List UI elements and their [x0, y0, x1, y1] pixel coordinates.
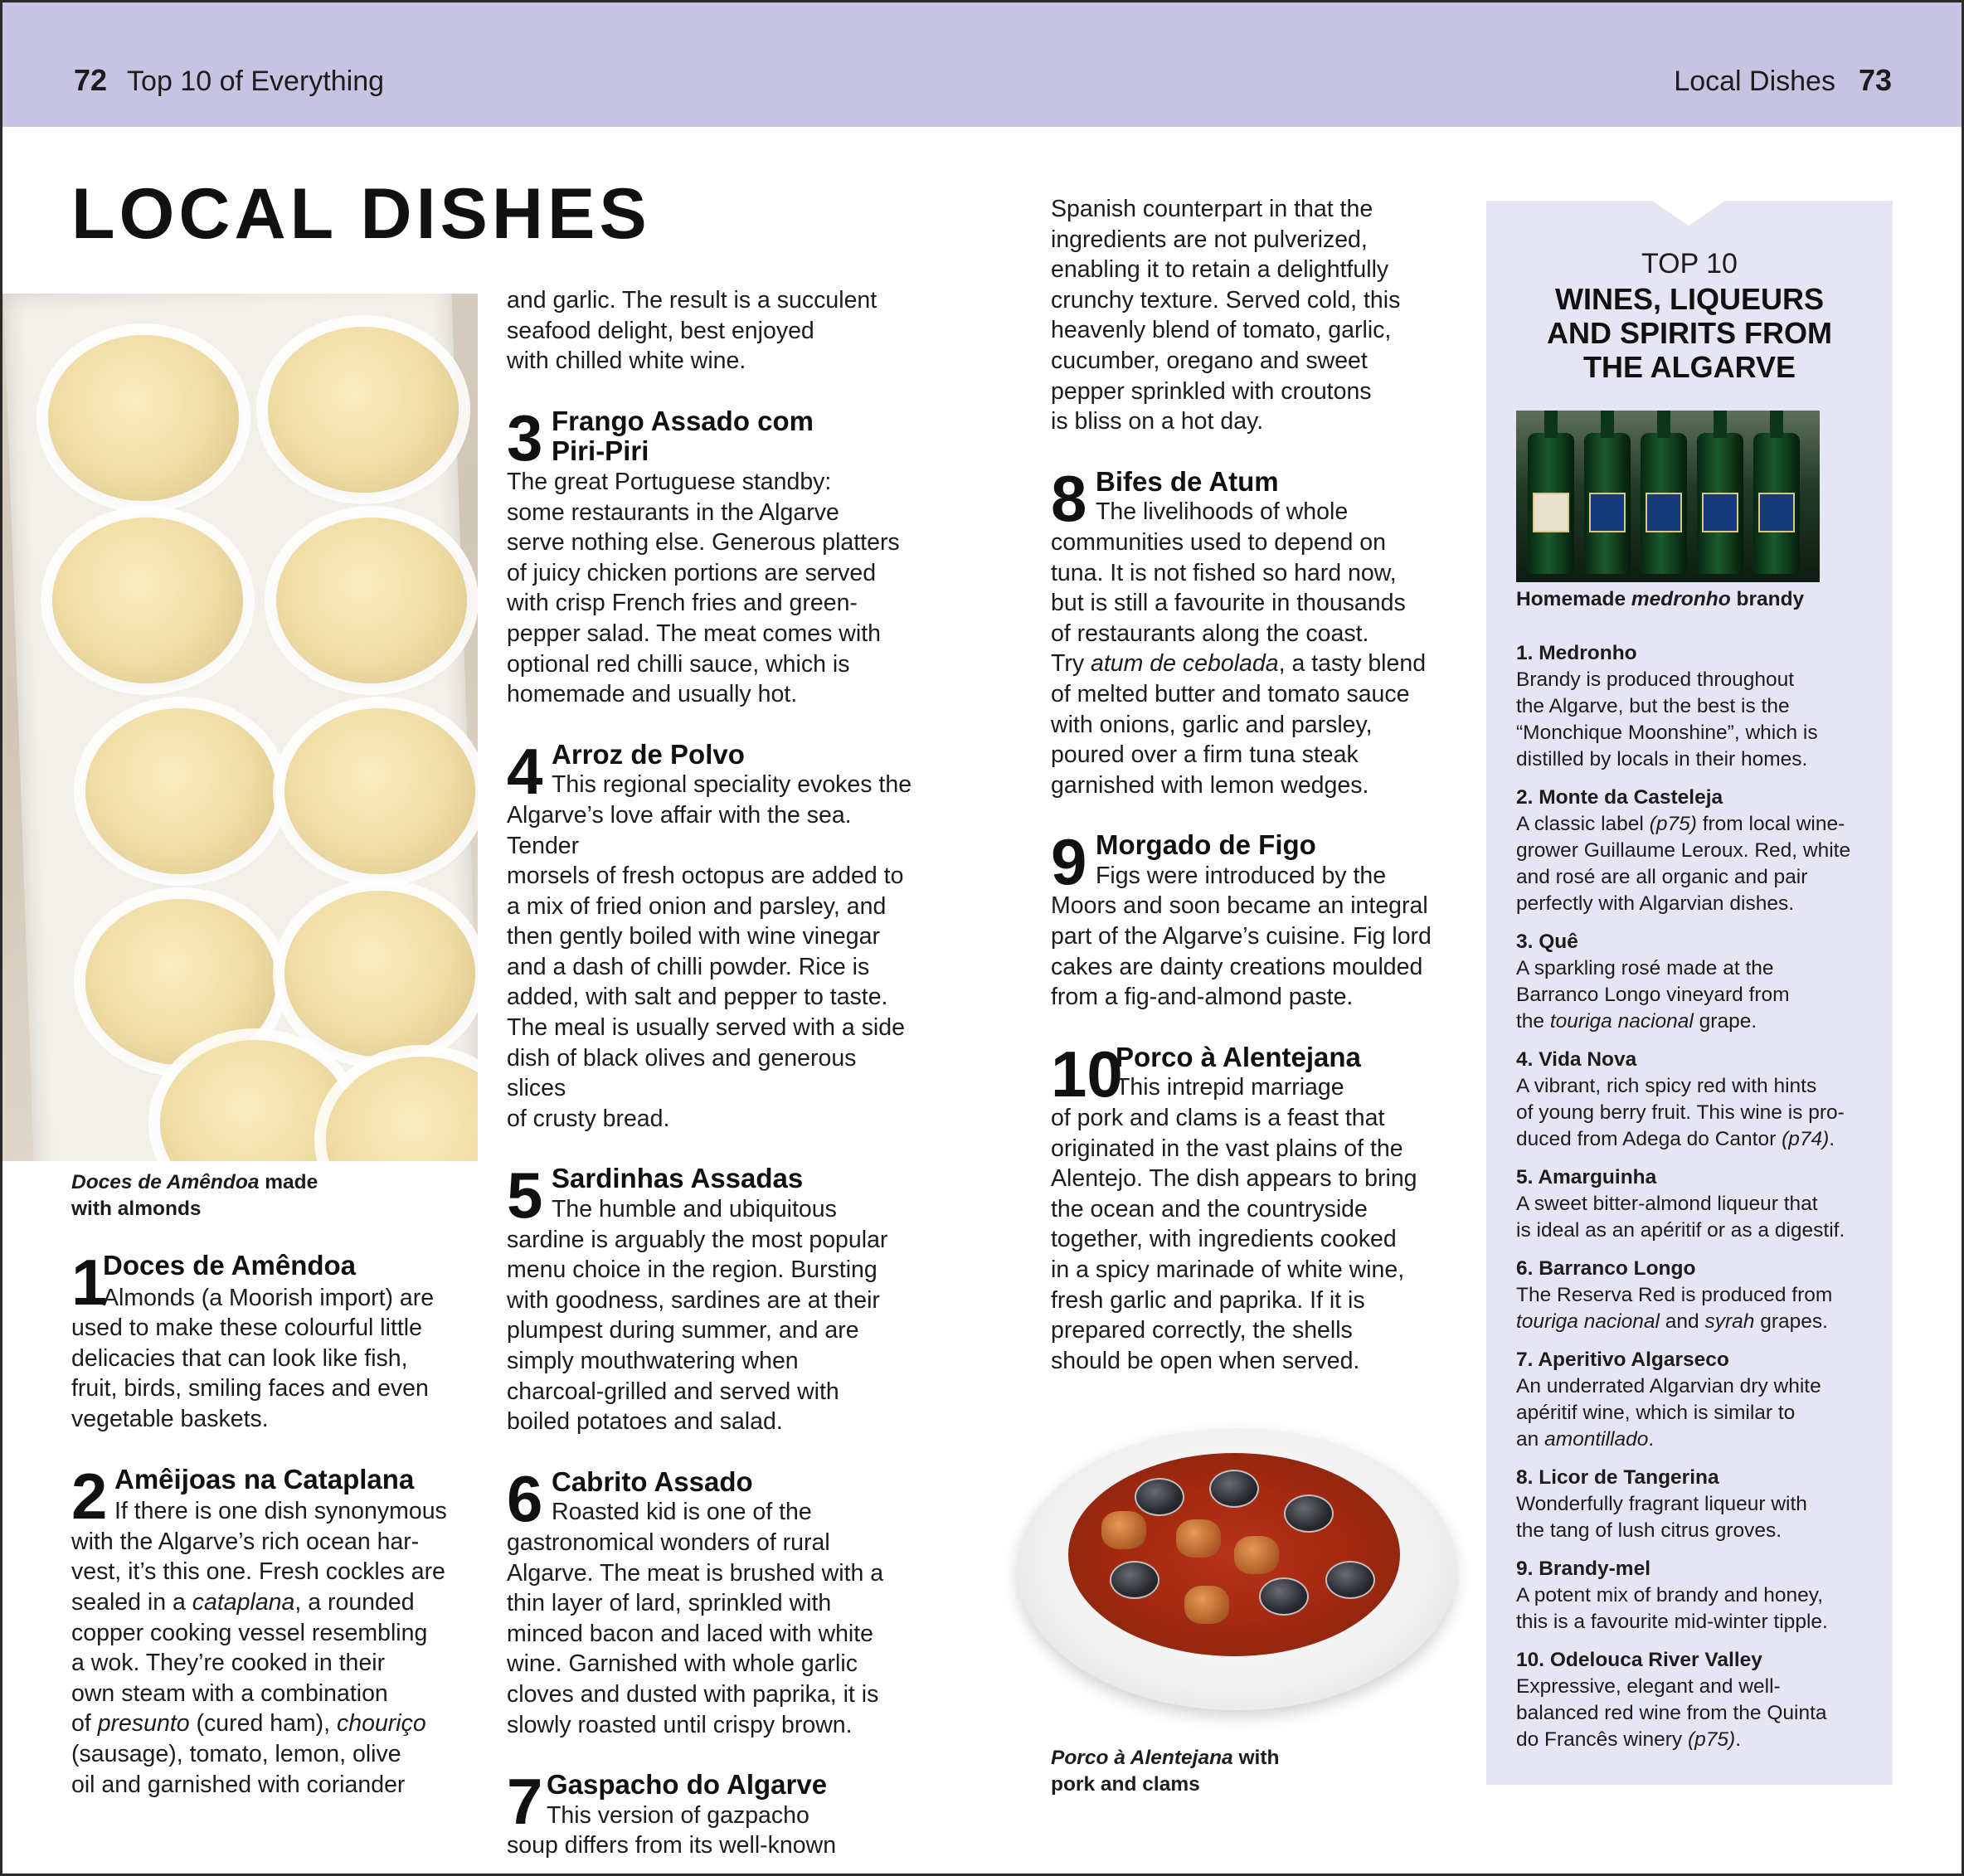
- text-line: pepper sprinkled with croutons: [1051, 377, 1372, 405]
- clam: [1209, 1470, 1259, 1508]
- entry-number: 6: [507, 1461, 543, 1535]
- left-page-number: 72: [74, 63, 108, 97]
- text-line: homemade and usually hot.: [507, 681, 798, 708]
- sweet-rose: [268, 327, 459, 493]
- sweet-fish: [52, 518, 243, 683]
- page-title: LOCAL DISHES: [71, 174, 651, 254]
- text-line: with the Algarve’s rich ocean har-: [71, 1528, 420, 1555]
- text-line: gastronomical wonders of rural: [507, 1529, 830, 1556]
- clam: [1110, 1561, 1159, 1599]
- list-item: 1. Medronho Brandy is produced throughout the Algarve, but the best is the “Monchique Moonshine”, which is distilled by locals in their homes.: [1516, 642, 1818, 770]
- text-line: and a dash of chilli powder. Rice is: [507, 953, 870, 980]
- entry-8: [1051, 461, 1441, 801]
- entry-number: 10: [1051, 1037, 1123, 1111]
- text-line: This intrepid marriage: [1116, 1074, 1344, 1101]
- text-line: in a spicy marinade of white wine,: [1051, 1256, 1405, 1283]
- text-line: sealed in a cataplana, a rounded: [71, 1588, 415, 1616]
- bottle: [1753, 433, 1800, 574]
- text-line: If there is one dish synonymous: [114, 1498, 447, 1525]
- entry-9: [1051, 825, 1441, 1013]
- entry-title: Morgado de Figo: [1096, 829, 1316, 861]
- entry-number: 3: [507, 401, 543, 474]
- text-line: prepared correctly, the shells: [1051, 1317, 1353, 1344]
- text-line: of restaurants along the coast.: [1051, 620, 1369, 647]
- sidebar-list: [1516, 640, 1881, 1765]
- pork-piece: [1184, 1586, 1229, 1624]
- list-item: 7. Aperitivo Algarseco An underrated Algarvian dry white apéritif wine, which is similar to an amontillado.: [1516, 1349, 1821, 1451]
- porco-alentejana-photo: [1010, 1420, 1463, 1727]
- pork-piece: [1234, 1536, 1279, 1574]
- header-band: [2, 2, 1962, 127]
- sweet-cherries: [284, 891, 475, 1057]
- sweets-photo-caption: [71, 1169, 318, 1222]
- bottle: [1697, 433, 1743, 574]
- clam: [1284, 1494, 1334, 1533]
- list-item: 5. Amarguinha A sweet bitter-almond liqueur that is ideal as an apéritif or as a digestif.: [1516, 1166, 1845, 1242]
- sidebar-kicker: TOP 10: [1641, 248, 1738, 279]
- text-line: The great Portuguese standby:: [507, 468, 832, 495]
- entry-title: Cabrito Assado: [552, 1465, 753, 1497]
- text-line: Almonds (a Moorish import) are: [103, 1284, 435, 1311]
- text-line: of melted butter and tomato sauce: [1051, 680, 1410, 707]
- text-line: added, with salt and pepper to taste.: [507, 984, 888, 1011]
- header-left: [74, 63, 385, 97]
- text-line: cucumber, oregano and sweet: [1051, 347, 1368, 374]
- text-line: used to make these colourful little: [71, 1315, 422, 1342]
- text-line: garnished with lemon wedges.: [1051, 771, 1369, 799]
- entry-5: [507, 1159, 921, 1436]
- column-1: [71, 1246, 461, 1800]
- text-line: with onions, garlic and parsley,: [1051, 711, 1373, 738]
- sweet-sunflower: [48, 335, 239, 501]
- text-line: sardine is arguably the most popular: [507, 1226, 888, 1253]
- text-line: The meal is usually served with a side: [507, 1014, 905, 1042]
- text-line: enabling it to retain a delightfully: [1051, 256, 1389, 284]
- text-line: of crusty bread.: [507, 1105, 670, 1132]
- text-line: This version of gazpacho: [547, 1801, 809, 1829]
- text-line: with chilled white wine.: [507, 347, 746, 375]
- column-3: [1051, 194, 1441, 1376]
- right-page-number: 73: [1858, 63, 1892, 97]
- list-item: 9. Brandy-mel A potent mix of brandy and honey, this is a favourite mid-winter tipple.: [1516, 1558, 1828, 1633]
- text-line: Figs were introduced by the: [1096, 862, 1387, 889]
- sidebar-photo-caption: Homemade medronho brandy: [1516, 588, 1805, 610]
- text-line: own steam with a combination: [71, 1679, 388, 1707]
- text-line: Alentejo. The dish appears to bring: [1051, 1165, 1417, 1193]
- header-right: [1674, 63, 1892, 97]
- entry-title: Sardinhas Assadas: [552, 1163, 804, 1194]
- text-line: oil and garnished with coriander: [71, 1771, 406, 1798]
- text-line: simply mouthwatering when: [507, 1348, 799, 1374]
- doces-de-amendoa-photo: [2, 294, 478, 1161]
- text-line: part of the Algarve’s cuisine. Fig lord: [1051, 923, 1432, 950]
- text-line: vegetable baskets.: [71, 1405, 269, 1432]
- text-line: but is still a favourite in thousands: [1051, 590, 1406, 617]
- caption-text: with almonds: [71, 1198, 202, 1220]
- text-line: communities used to depend on: [1051, 528, 1387, 556]
- entry-1: [71, 1246, 461, 1435]
- entry-title: Piri-Piri: [552, 435, 649, 467]
- spacer: [71, 1435, 461, 1465]
- text-line: soup differs from its well-known: [507, 1832, 837, 1859]
- text-line: This regional speciality evokes the: [552, 771, 912, 799]
- entry-title: Porco à Alentejana: [1116, 1041, 1361, 1072]
- sidebar-title: WINES, LIQUEURS AND SPIRITS FROM THE ALGARVE: [1546, 282, 1832, 384]
- bottle: [1641, 433, 1687, 574]
- entry-title: Gaspacho do Algarve: [547, 1769, 828, 1801]
- spacer: [507, 1740, 921, 1770]
- spacer: [507, 710, 921, 740]
- entry-title: Arroz de Polvo: [552, 738, 745, 770]
- text-line: seafood delight, best enjoyed: [507, 317, 814, 344]
- text-line: menu choice in the region. Bursting: [507, 1256, 877, 1284]
- text-line: together, with ingredients cooked: [1051, 1226, 1397, 1253]
- text-line: fresh garlic and paprika. If it is: [1051, 1286, 1365, 1314]
- sweet-tulip: [284, 708, 475, 874]
- pork-piece: [1176, 1519, 1221, 1558]
- text-line: boiled potatoes and salad.: [507, 1408, 783, 1436]
- text-line: ingredients are not pulverized,: [1051, 226, 1368, 253]
- entry-3: [507, 401, 921, 710]
- text-line: crunchy texture. Served cold, this: [1051, 286, 1401, 313]
- text-line: charcoal-grilled and served with: [507, 1378, 839, 1405]
- entry-number: 4: [507, 734, 543, 808]
- text-line: with crisp French fries and green-: [507, 590, 858, 617]
- text-line: Algarve. The meat is brushed with a: [507, 1559, 884, 1587]
- text-line: some restaurants in the Algarve: [507, 498, 839, 526]
- sidebar-notch: [1652, 201, 1725, 226]
- entry-2: [71, 1459, 461, 1801]
- list-item: 3. Quê A sparkling rosé made at the Barranco Longo vineyard from the touriga nacional grape.: [1516, 931, 1790, 1033]
- entry-7: [507, 1765, 921, 1861]
- entry-4: [507, 734, 921, 1135]
- clam: [1259, 1577, 1309, 1616]
- list-item: 10. Odelouca River Valley Expressive, elegant and well- balanced red wine from the Quinta do Francês winery (p75).: [1516, 1649, 1827, 1751]
- right-running-title: Local Dishes: [1674, 66, 1835, 97]
- text-line: wine. Garnished with whole garlic: [507, 1650, 858, 1678]
- text-line: cakes are dainty creations moulded: [1051, 953, 1423, 980]
- medronho-brandy-photo: [1516, 411, 1820, 582]
- list-item: 8. Licor de Tangerina Wonderfully fragrant liqueur with the tang of lush citrus groves.: [1516, 1466, 1807, 1542]
- text-line: The humble and ubiquitous: [552, 1196, 837, 1223]
- column-2: [507, 285, 921, 1861]
- text-line: from a fig-and-almond paste.: [1051, 984, 1354, 1011]
- text-line: originated in the vast plains of the: [1051, 1135, 1403, 1162]
- text-line: should be open when served.: [1051, 1347, 1360, 1374]
- text-line: slowly roasted until crispy brown.: [507, 1711, 853, 1738]
- list-item: 2. Monte da Casteleja A classic label (p75) from local wine- grower Guillaume Leroux. Red, white and rosé are all organic and pair perfectly with Algarvian dishes.: [1516, 786, 1851, 915]
- text-line: then gently boiled with wine vinegar: [507, 923, 880, 950]
- dish-photo-caption: [1051, 1745, 1279, 1798]
- text-line: cloves and dusted with paprika, it is: [507, 1680, 879, 1708]
- caption-italic: Doces de Amêndoa: [71, 1171, 260, 1193]
- text-line: morsels of fresh octopus are added to: [507, 863, 904, 890]
- clam: [1135, 1478, 1184, 1516]
- pork-piece: [1101, 1511, 1146, 1549]
- text-line: of presunto (cured ham), chouriço: [71, 1710, 426, 1737]
- text-line: and garlic. The result is a succulent: [507, 287, 877, 313]
- list-item: 6. Barranco Longo The Reserva Red is produced from touriga nacional and syrah grapes.: [1516, 1257, 1833, 1333]
- entry-title: Amêijoas na Cataplana: [114, 1463, 415, 1494]
- entry-title: Frango Assado com: [552, 405, 814, 436]
- caption-text: pork and clams: [1051, 1773, 1200, 1796]
- entry-number: 8: [1051, 461, 1087, 535]
- spacer: [507, 1437, 921, 1467]
- text-line: serve nothing else. Generous platters: [507, 529, 900, 556]
- text-line: plumpest during summer, and are: [507, 1317, 859, 1344]
- text-line: poured over a firm tuna steak: [1051, 741, 1359, 769]
- text-line: dish of black olives and generous slices: [507, 1044, 857, 1102]
- text-line: Spanish counterpart in that the: [1051, 196, 1373, 222]
- entry-6: [507, 1461, 921, 1740]
- spacer: [1051, 437, 1441, 467]
- clam: [1325, 1561, 1375, 1599]
- entry-title: Doces de Amêndoa: [103, 1250, 357, 1281]
- text-line: thin layer of lard, sprinkled with: [507, 1590, 832, 1617]
- spacer: [507, 377, 921, 406]
- bottle: [1584, 433, 1631, 574]
- text-line: of juicy chicken portions are served: [507, 559, 877, 586]
- bottle: [1528, 433, 1574, 574]
- text-line: a wok. They’re cooked in their: [71, 1650, 386, 1677]
- entry-number: 7: [507, 1765, 543, 1839]
- text-line: fruit, birds, smiling faces and even: [71, 1375, 429, 1402]
- entry-number: 1: [71, 1246, 108, 1319]
- text-line: (sausage), tomato, lemon, olive: [71, 1740, 401, 1767]
- text-line: pepper salad. The meat comes with: [507, 620, 881, 647]
- list-item: 4. Vida Nova A vibrant, rich spicy red with hints of young berry fruit. This wine is pro- duced from Adega do Cantor (p74).: [1516, 1048, 1845, 1150]
- entry-title: Bifes de Atum: [1096, 465, 1279, 497]
- caption-text: with: [1232, 1747, 1280, 1769]
- entry-number: 5: [507, 1159, 543, 1232]
- sweet-bird: [276, 518, 467, 683]
- caption-text: made: [259, 1171, 318, 1193]
- spacer: [507, 1134, 921, 1164]
- entry-10: [1051, 1037, 1441, 1377]
- text-line: a mix of fried onion and parsley, and: [507, 892, 887, 920]
- text-line: The livelihoods of whole: [1096, 498, 1349, 526]
- text-line: is bliss on a hot day.: [1051, 408, 1264, 435]
- text-line: delicacies that can look like fish,: [71, 1344, 408, 1372]
- text-line: copper cooking vessel resembling: [71, 1619, 428, 1646]
- entry-number: 9: [1051, 825, 1087, 899]
- text-line: heavenly blend of tomato, garlic,: [1051, 317, 1392, 344]
- text-line: Roasted kid is one of the: [552, 1499, 812, 1526]
- text-line: vest, it’s this one. Fresh cockles are: [71, 1558, 445, 1586]
- text-line: Algarve’s love affair with the sea. Tender: [507, 801, 852, 859]
- text-line: of pork and clams is a feast that: [1051, 1105, 1385, 1132]
- entry-number: 2: [71, 1459, 108, 1533]
- spacer: [1051, 800, 1441, 830]
- sweet-fruit-basket: [85, 708, 276, 874]
- left-running-title: Top 10 of Everything: [127, 66, 385, 97]
- text-line: tuna. It is not fished so hard now,: [1051, 559, 1397, 586]
- text-line: the ocean and the countryside: [1051, 1195, 1368, 1222]
- text-line: with goodness, sardines are at their: [507, 1286, 880, 1314]
- text-line: optional red chilli sauce, which is: [507, 650, 850, 678]
- text-line: minced bacon and laced with white: [507, 1620, 874, 1647]
- caption-italic: Porco à Alentejana: [1051, 1747, 1233, 1769]
- text-line: Moors and soon became an integral: [1051, 892, 1428, 920]
- text-line: Try atum de cebolada, a tasty blend: [1051, 650, 1427, 678]
